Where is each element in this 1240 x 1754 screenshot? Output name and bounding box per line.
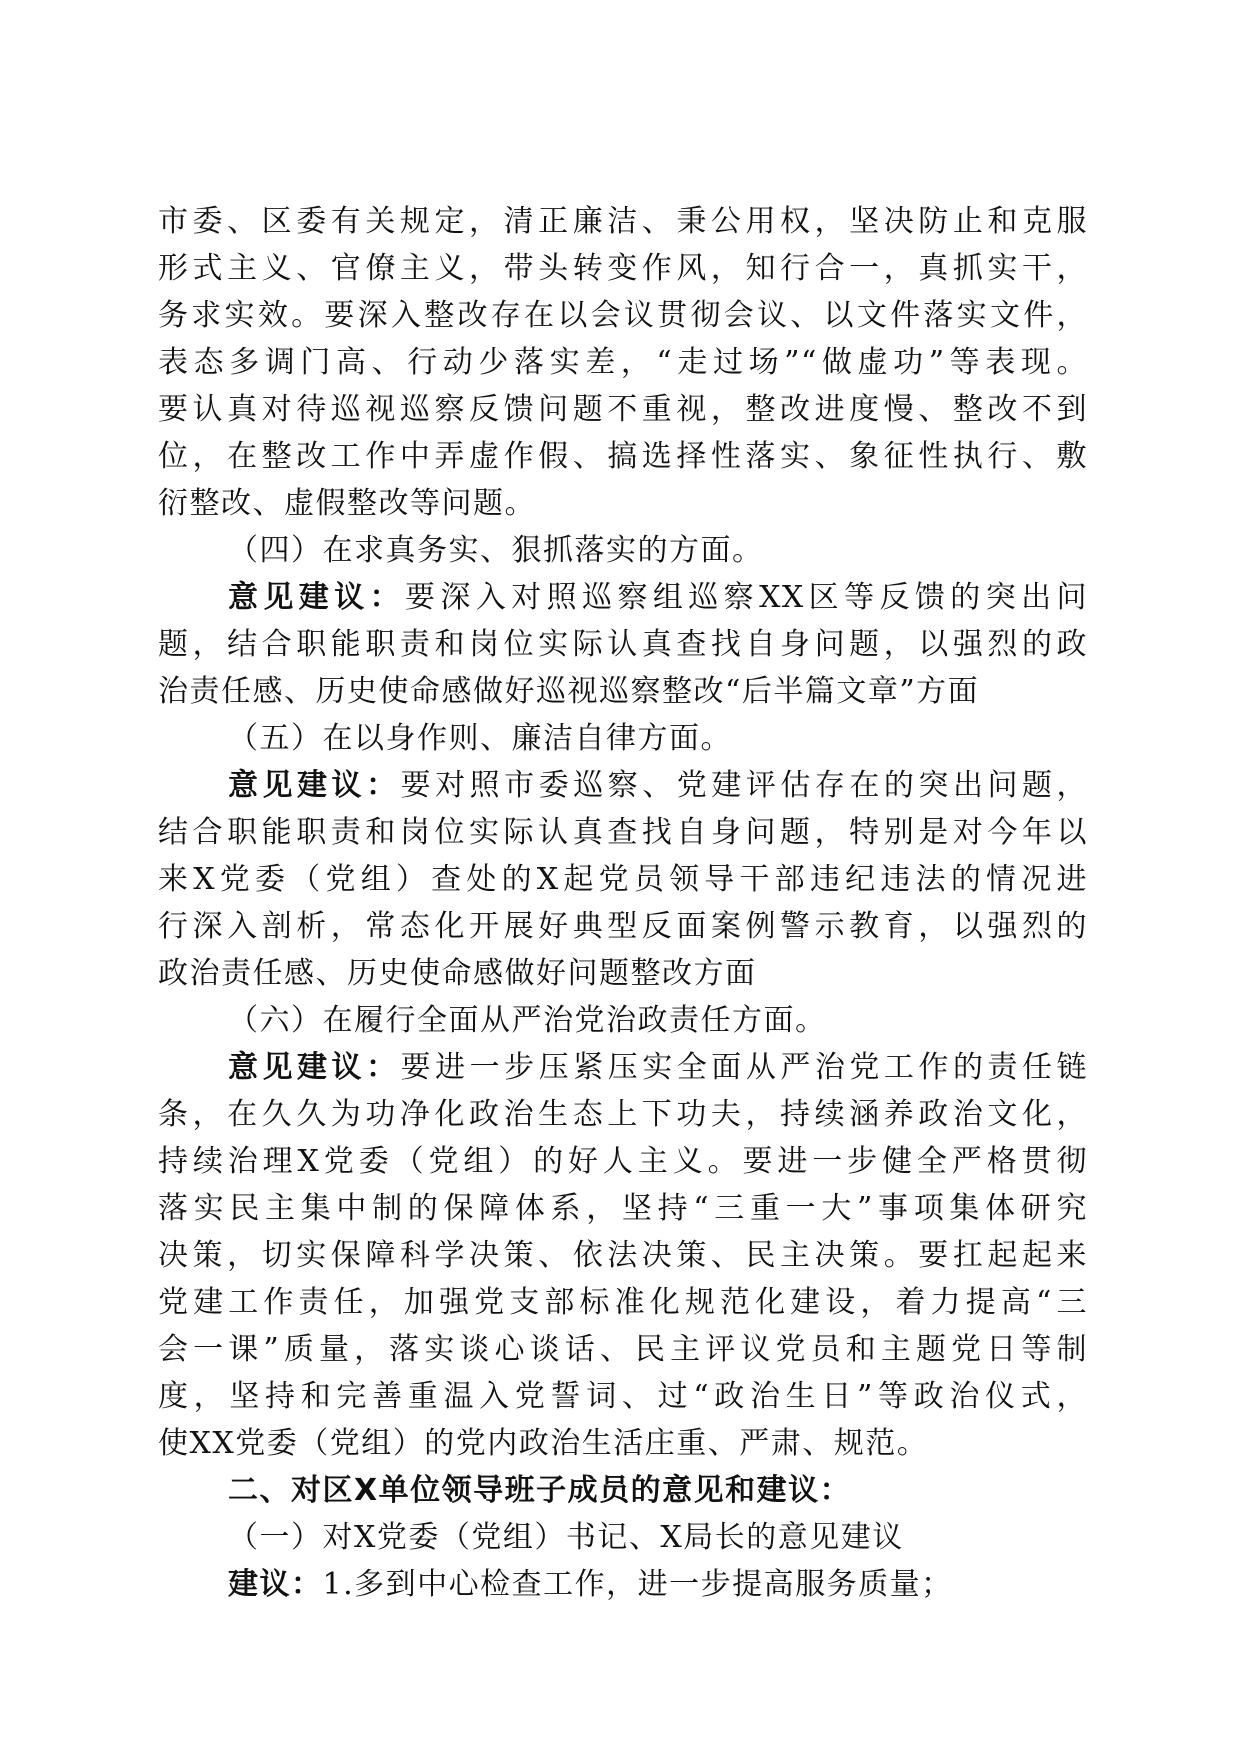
text-line [158, 574, 1088, 621]
section-heading: （五）在以身作则、廉洁自律方面。 [228, 721, 732, 756]
document-body [158, 198, 1088, 1608]
suggestion-label: 建议： [228, 1567, 323, 1602]
text-line: 结合职能职责和岗位实际认真查找自身问题，特别是对今年以 [158, 815, 1088, 850]
text-line: 行深入剖析，常态化开展好典型反面案例警示教育，以强烈的 [158, 909, 1088, 944]
suggestion-text: 1.多到中心检查工作，进一步提高服务质量； [322, 1567, 953, 1602]
text-line [158, 1561, 1088, 1608]
suggestion-text: 要深入对照巡察组巡察XX区等反馈的突出问 [405, 580, 1088, 615]
text-line: 会一课”质量，落实谈心谈话、民主评议党员和主题党日等制 [158, 1332, 1088, 1367]
suggestion-text: 要进一步压紧压实全面从严治党工作的责任链 [400, 1050, 1088, 1085]
text-line [158, 1044, 1088, 1091]
text-line: 决策，切实保障科学决策、依法决策、民主决策。要扛起起来 [158, 1238, 1088, 1273]
text-line: 题，结合职能职责和岗位实际认真查找自身问题，以强烈的政 [158, 627, 1088, 662]
text-line [158, 762, 1088, 809]
section-4 [158, 527, 1088, 715]
text-line: 持续治理X党委（党组）的好人主义。要进一步健全严格贯彻 [158, 1144, 1088, 1179]
section-heading: （四）在求真务实、狠抓落实的方面。 [228, 533, 764, 568]
text-line: 使XX党委（党组）的党内政治生活庄重、严肃、规范。 [158, 1426, 929, 1461]
text-line: 务求实效。要深入整改存在以会议贯彻会议、以文件落实文件， [158, 298, 1088, 333]
subsection-heading: （一）对X党委（党组）书记、X局长的意见建议 [228, 1520, 904, 1555]
text-line: 党建工作责任，加强党支部标准化规范化建设，着力提高“三 [158, 1285, 1088, 1320]
suggestion-label: 意见建议： [228, 1050, 401, 1085]
suggestion-label: 意见建议： [228, 580, 406, 615]
text-line: 位，在整改工作中弄虚作假、搞选择性落实、象征性执行、敷 [158, 439, 1088, 474]
text-line: 度，坚持和完善重温入党誓词、过“政治生日”等政治仪式， [158, 1379, 1088, 1414]
section-6 [158, 997, 1088, 1467]
section-5 [158, 715, 1088, 997]
text-line: 治责任感、历史使命感做好巡视巡察整改“后半篇文章”方面 [158, 674, 980, 709]
suggestion-text: 要对照市委巡察、党建评估存在的突出问题， [400, 768, 1088, 803]
part-2 [158, 1467, 1088, 1608]
text-line: 政治责任感、历史使命感做好问题整改方面 [158, 956, 757, 991]
text-line: 来X党委（党组）查处的X起党员领导干部违纪违法的情况进 [158, 862, 1088, 897]
text-line: 市委、区委有关规定，清正廉洁、秉公用权，坚决防止和克服 [158, 204, 1088, 239]
text-line: 落实民主集中制的保障体系，坚持“三重一大”事项集体研究 [158, 1191, 1088, 1226]
text-line: 形式主义、官僚主义，带头转变作风，知行合一，真抓实干， [158, 251, 1088, 286]
text-line: 要认真对待巡视巡察反馈问题不重视，整改进度慢、整改不到 [158, 392, 1088, 427]
suggestion-label: 意见建议： [228, 768, 401, 803]
part-heading: 二、对区X单位领导班子成员的意见和建议： [228, 1473, 852, 1508]
text-line: 衍整改、虚假整改等问题。 [158, 486, 536, 521]
paragraph-continuation [158, 198, 1088, 527]
text-line: 条，在久久为功净化政治生态上下功夫，持续涵养政治文化， [158, 1097, 1088, 1132]
text-line: 表态多调门高、行动少落实差，“走过场”“做虚功”等表现。 [158, 345, 1088, 380]
section-heading: （六）在履行全面从严治党治政责任方面。 [228, 1003, 827, 1038]
